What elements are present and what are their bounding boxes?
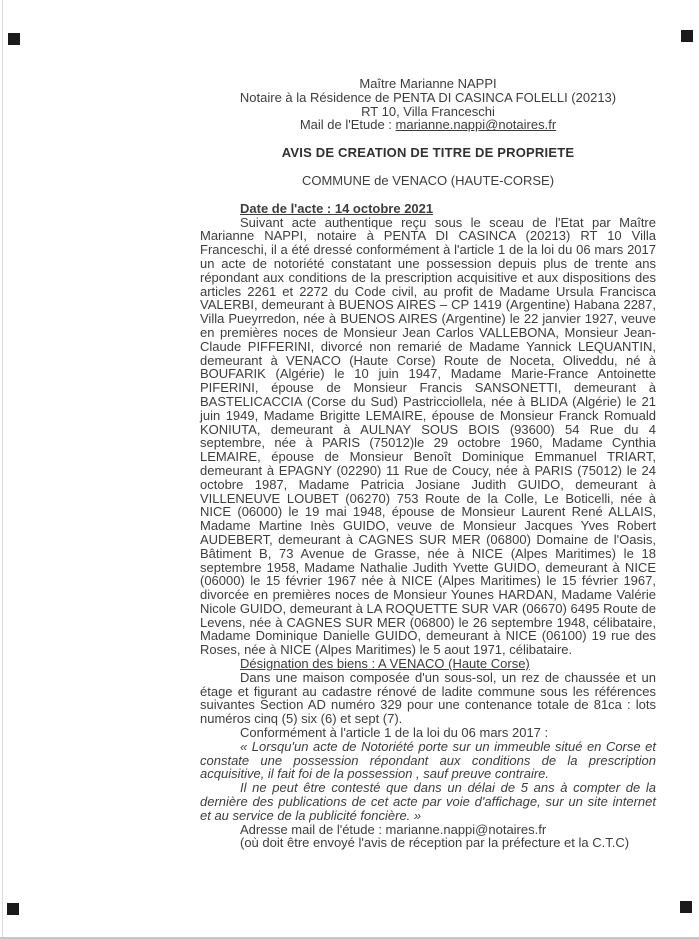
notary-address: RT 10, Villa Franceschi [361, 103, 495, 119]
page-title: AVIS DE CREATION DE TITRE DE PROPRIETE [281, 145, 575, 161]
notary-name: Maître Marianne NAPPI [359, 76, 497, 91]
corner-registration-mark-top-right [681, 30, 693, 42]
legal-quote-paragraph-2: Il ne peut être contesté que dans un délai de 5 ans à compter de la dernière des publications de cet acte par voie d'affichage, sur un site internet et au service de la publicité foncière. » [200, 780, 656, 823]
study-email-line: Adresse mail de l'étude : marianne.nappi@notaires.fr [240, 821, 547, 837]
reception-note: (où doit être envoyé l'avis de réception par la préfecture et la C.T.C) [240, 835, 630, 851]
corner-registration-mark-bottom-right [680, 901, 692, 913]
act-date-heading: Date de l'acte : 14 octobre 2021 [240, 200, 434, 216]
commune-subtitle: COMMUNE de VENACO (HAUTE-CORSE) [301, 172, 555, 188]
study-mail-header-line [200, 118, 656, 132]
designation-paragraph: Dans une maison composée d'un sous-sol, un rez de chaussée et un étage et figurant au cadastre rénové de ladite commune sous les références suivantes Section AD numéro 329 pour une contenance totale de 81ca : lots numéros cinq (5) six (6) et sept (7). [200, 669, 656, 727]
corner-registration-mark-bottom-left [7, 903, 19, 915]
document-content [200, 77, 656, 850]
body-paragraph: Suivant acte authentique reçu sous le sceau de l'Etat par Maître Marianne NAPPI, notaire à PENTA DI CASINCA (20213) RT 10 Villa Franceschi, il a été dressé conformément à l'article 1 de la loi du 06 mars 2017 un acte de notoriété constatant une possession depuis plus de trente ans répondant aux conditions de la prescription acquisitive et aux dispositions des articles 2261 et 2272 du Code civil, au profit de Madame Ursula Francisca VALERBI, demeurant à BUENOS AIRES – CP 1419 (Argentine) Habana 2287, Villa Pueyrredon, née à BUENOS AIRES (Argentine) le 22 janvier 1927, veuve en premières noces de Monsieur Jean Carlos VALLEBONA, Monsieur Jean-Claude PIFFERINI, divorcé non remarié de Madame Yannick LEQUANTIN, demeurant à VENACO (Haute Corse) Route de Noceta, Oliveddu, né à BOUFARIK (Algérie) le 10 juin 1947, Madame Marie-France Antoinette PIFERINI, épouse de Monsieur Francis SANSONETTI, demeurant à BASTELICACCIA (Corse du Sud) Pastricciollela, née à BLIDA (Algérie) le 21 juin 1949, Madame Brigitte LEMAIRE, épouse de Monsieur Franck Romuald KONIUTA, demeurant à AULNAY SOUS BOIS (93600) 54 Rue du 4 septembre, née à PARIS (75012)le 29 octobre 1960, Madame Cynthia LEMAIRE, épouse de Monsieur Benoît Dominique Emmanuel TRIART, demeurant à EPAGNY (02290) 11 Rue de Coucy, née à PARIS (75012) le 24 octobre 1987, Madame Patricia Josiane Judith GUIDO, demeurant à VILLENEUVE LOUBET (06270) 753 Route de la Colle, Le Boticelli, née à NICE (06000) le 19 mai 1948, épouse de Monsieur Laurent René ALLAIS, Madame Martine Inès GUIDO, veuve de Monsieur Jacques Yves Robert AUDEBERT, demeurant à CAGNES SUR MER (06800) Domaine de l'Oasis, Bâtiment B, 73 Avenue de Grasse, née à NICE (Alpes Maritimes) le 18 septembre 1958, Madame Nathalie Judith Yvette GUIDO, demeurant à NICE (06000) le 15 février 1967 née à NICE (Alpes Maritimes) le 15 février 1967, divorcée en premières noces de Monsieur Younes HARDAN, Madame Valérie Nicole GUIDO, demeurant à LA ROQUETTE SUR VAR (06670) 6495 Route de Levens, née à CAGNES SUR MER (06800) le 26 septembre 1948, célibataire, Madame Dominique Danielle GUIDO, demeurant à NICE (06100) 19 rue des Roses, née à NICE (Alpes Maritimes) le 5 aout 1971, célibataire. [200, 214, 656, 658]
email-link[interactable]: marianne.nappi@notaires.fr [395, 117, 557, 133]
page-edge-left [2, 0, 3, 939]
law-reference-line: Conformément à l'article 1 de la loi du 06 mars 2017 : [240, 725, 549, 741]
designation-heading: Désignation des biens : A VENACO (Haute Corse) [240, 656, 530, 672]
study-mail-label: Mail de l'Etude : [299, 117, 396, 133]
legal-quote-paragraph-1: « Lorsqu'un acte de Notoriété porte sur un immeuble situé en Corse et constate une possession répondant aux conditions de la prescription acquisitive, il fait foi de la possession , sauf preuve contraire. [200, 738, 656, 782]
corner-registration-mark-top-left [8, 33, 20, 45]
notary-residence: Notaire à la Résidence de PENTA DI CASINCA FOLELLI (20213) [239, 89, 617, 105]
